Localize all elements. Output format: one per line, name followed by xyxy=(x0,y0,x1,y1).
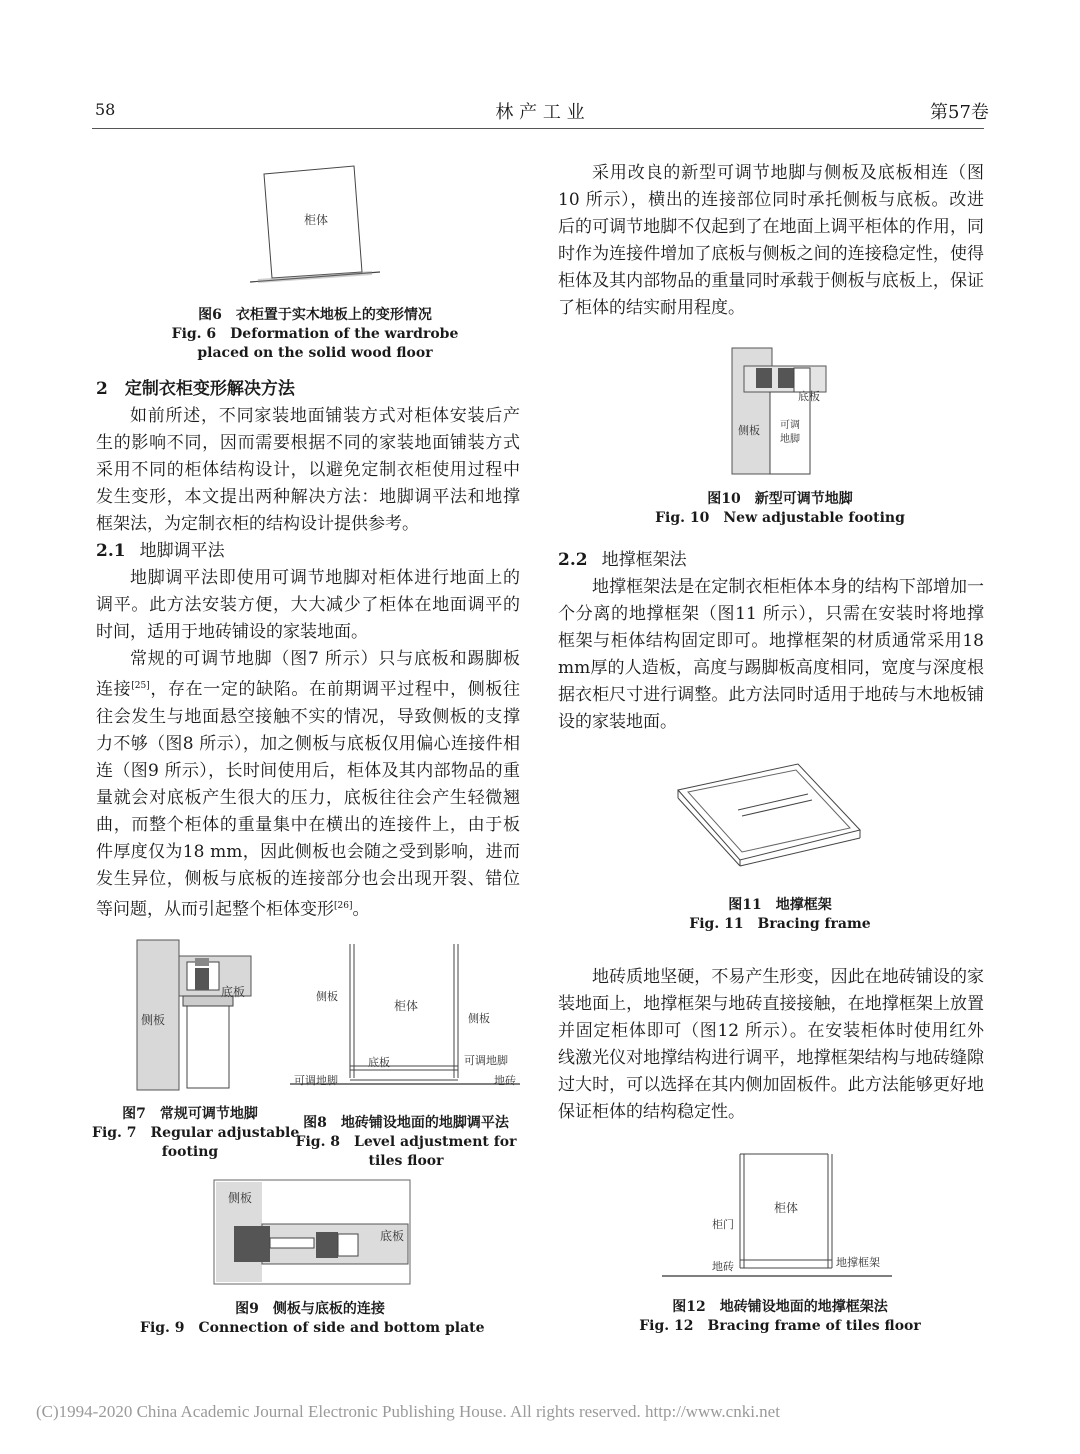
fig8-caption-en-1: Fig. 8 Level adjustment for xyxy=(295,1134,517,1150)
fig10-diagram xyxy=(730,346,830,476)
right-column-bottom xyxy=(558,964,984,1126)
fig8-diagram xyxy=(290,938,520,1096)
section-22-number: 2.2 xyxy=(558,550,588,570)
section-2-para: 如前所述，不同家装地面铺装方式对柜体安装后产生的影响不同，因而需要根据不同的家装地面铺装方式采用不同的柜体结构设计，以避免定制衣柜使用过程中发生变形，本文提出两种解决方法：地脚调平法和地撑框架法，为定制衣柜的结构设计提供参考。 xyxy=(96,406,520,534)
fig8-label-bottom: 底板 xyxy=(368,1056,390,1069)
right-para-1: 采用改良的新型可调节地脚与侧板及底板相连（图10 所示），横出的连接部位同时承托侧板与底板。改进后的可调节地脚不仅起到了在地面上调平柜体的作用，同时作为连接件增加了底板与侧板之间的连接稳定性，使得柜体及其内部物品的重量同时承载于侧板与底板上，保证了柜体的结实耐用程度。 xyxy=(558,163,984,318)
fig7-caption-en-1: Fig. 7 Regular adjustable xyxy=(92,1125,300,1141)
section-21-heading xyxy=(96,538,520,565)
journal-title: 林 产 工 业 xyxy=(495,102,585,123)
fig9-label-bottom: 底板 xyxy=(380,1229,405,1243)
fig7-label-side: 侧板 xyxy=(141,1013,166,1027)
fig10-label-side: 侧板 xyxy=(738,424,760,437)
fig6-caption-en-1: Fig. 6 Deformation of the wardrobe xyxy=(171,326,459,342)
fig8-label-side-right: 侧板 xyxy=(468,1012,490,1025)
section-22-heading xyxy=(558,547,984,574)
section-22-para1: 地撑框架法是在定制衣柜柜体本身的结构下部增加一个分离的地撑框架（图11 所示），只需在安装时将地撑框架与柜体结构固定即可。地撑框架的材质通常采用18 mm厚的人造板，高度与踢脚板高度相同，宽度与深度根据衣柜尺寸进行调整。此方法同时适用于地砖与木地板铺设的家装地面。 xyxy=(558,577,984,732)
fig8-label-side-left: 侧板 xyxy=(316,990,338,1003)
right-column-top xyxy=(558,160,984,322)
fig6-caption-cn: 图6 衣柜置于实木地板上的变形情况 xyxy=(198,307,432,323)
fig12-caption xyxy=(610,1298,950,1336)
fig8-caption-cn: 图8 地砖铺设地面的地脚调平法 xyxy=(303,1115,509,1131)
fig8-caption-en-2: tiles floor xyxy=(368,1153,444,1169)
fig9-caption xyxy=(140,1300,485,1338)
section-21-title: 地脚调平法 xyxy=(139,541,225,561)
right-column-middle xyxy=(558,547,984,736)
para2-part-b: ，存在一定的缺陷。在前期调平过程中，侧板往往会发生与地面悬空接触不实的情况，导致侧板的支撑力不够（图8 所示），加之侧板与底板仅用偏心连接件相连（图9 所示），长时间使用后，柜体及其内部物品的重量就会对底板产生很大的压力，底板往往会产生轻微翘曲，而整个柜体的重量集中在横出的连接件上，由于板件厚度仅为18 mm，因此侧板也会随之受到影响，进而发生异位，侧板与底板的连接部分也会出现开裂、错位等问题，从而引起整个柜体变形 xyxy=(96,679,521,920)
ref-26[interactable]: [26] xyxy=(334,900,353,911)
fig10-caption-en: Fig. 10 New adjustable footing xyxy=(655,510,905,526)
fig9-diagram xyxy=(212,1178,414,1288)
fig11-caption xyxy=(630,896,930,934)
fig12-diagram xyxy=(662,1150,892,1285)
section-2-heading: 2 定制衣柜变形解决方法 xyxy=(96,379,295,399)
para2-part-a: 常规的可调节地脚（图7 所示）只与底板和踢脚板连接 xyxy=(96,649,520,700)
fig7-label-bottom: 底板 xyxy=(221,985,246,999)
fig7-caption-cn: 图7 常规可调节地脚 xyxy=(122,1106,258,1122)
fig10-label-foot-1: 可调 xyxy=(780,420,800,431)
header-rule xyxy=(92,128,984,129)
fig7-diagram xyxy=(135,938,255,1096)
fig8-caption xyxy=(290,1114,522,1171)
fig6-diagram xyxy=(250,160,390,285)
section-21-para2 xyxy=(96,646,520,923)
fig6-label-cabinet: 柜体 xyxy=(304,213,329,227)
section-21-para1: 地脚调平法即使用可调节地脚对柜体进行地面上的调平。此方法安装方便，大大减少了柜体在地面调平的时间，适用于地砖铺设的家装地面。 xyxy=(96,568,520,642)
fig10-caption xyxy=(630,490,930,528)
section-22-para2: 地砖质地坚硬，不易产生形变，因此在地砖铺设的家装地面上，地撑框架与地砖直接接触，在地撑框架上放置并固定柜体即可（图12 所示）。在安装柜体时使用红外线激光仪对地撑结构进行调平，地撑框架结构与地砖缝隙过大时，可以选择在其内侧加固板件。此方法能够更好地保证柜体的结构稳定性。 xyxy=(558,967,984,1122)
fig8-label-foot-left: 可调地脚 xyxy=(294,1074,338,1087)
fig11-diagram xyxy=(674,760,864,870)
fig12-label-cabinet: 柜体 xyxy=(774,1201,799,1215)
fig8-label-foot-right: 可调地脚 xyxy=(464,1054,508,1067)
section-21-number: 2.1 xyxy=(96,541,126,561)
fig10-label-foot-2: 地脚 xyxy=(780,434,800,445)
page-number: 58 xyxy=(95,100,116,119)
fig6-caption-en-2: placed on the solid wood floor xyxy=(197,345,433,361)
fig10-label-bottom: 底板 xyxy=(798,390,820,403)
section-22-title: 地撑框架法 xyxy=(601,550,687,570)
fig6-caption xyxy=(160,306,470,363)
fig12-caption-en: Fig. 12 Bracing frame of tiles floor xyxy=(639,1318,921,1334)
fig9-caption-cn: 图9 侧板与底板的连接 xyxy=(235,1301,385,1317)
fig7-caption-en-2: footing xyxy=(161,1144,219,1160)
fig11-caption-cn: 图11 地撑框架 xyxy=(728,897,832,913)
para2-part-c: 。 xyxy=(352,899,370,920)
fig9-label-side: 侧板 xyxy=(228,1191,253,1205)
fig12-caption-cn: 图12 地砖铺设地面的地撑框架法 xyxy=(672,1299,888,1315)
copyright-footer: (C)1994-2020 China Academic Journal Electronic Publishing House. All rights reserved. http://www.cnki.net xyxy=(36,1402,780,1421)
fig7-caption xyxy=(92,1105,300,1162)
fig8-label-cabinet: 柜体 xyxy=(394,999,419,1013)
left-column xyxy=(96,376,520,923)
fig10-caption-cn: 图10 新型可调节地脚 xyxy=(707,491,853,507)
ref-25[interactable]: [25] xyxy=(131,681,150,691)
volume-label: 第57卷 xyxy=(930,102,989,123)
fig8-label-tile: 地砖 xyxy=(494,1074,516,1087)
fig9-caption-en: Fig. 9 Connection of side and bottom plate xyxy=(140,1320,485,1336)
fig12-label-door: 柜门 xyxy=(712,1218,734,1231)
fig12-label-frame: 地撑框架 xyxy=(836,1256,880,1269)
fig12-label-tile: 地砖 xyxy=(712,1260,734,1273)
fig11-caption-en: Fig. 11 Bracing frame xyxy=(689,916,871,932)
